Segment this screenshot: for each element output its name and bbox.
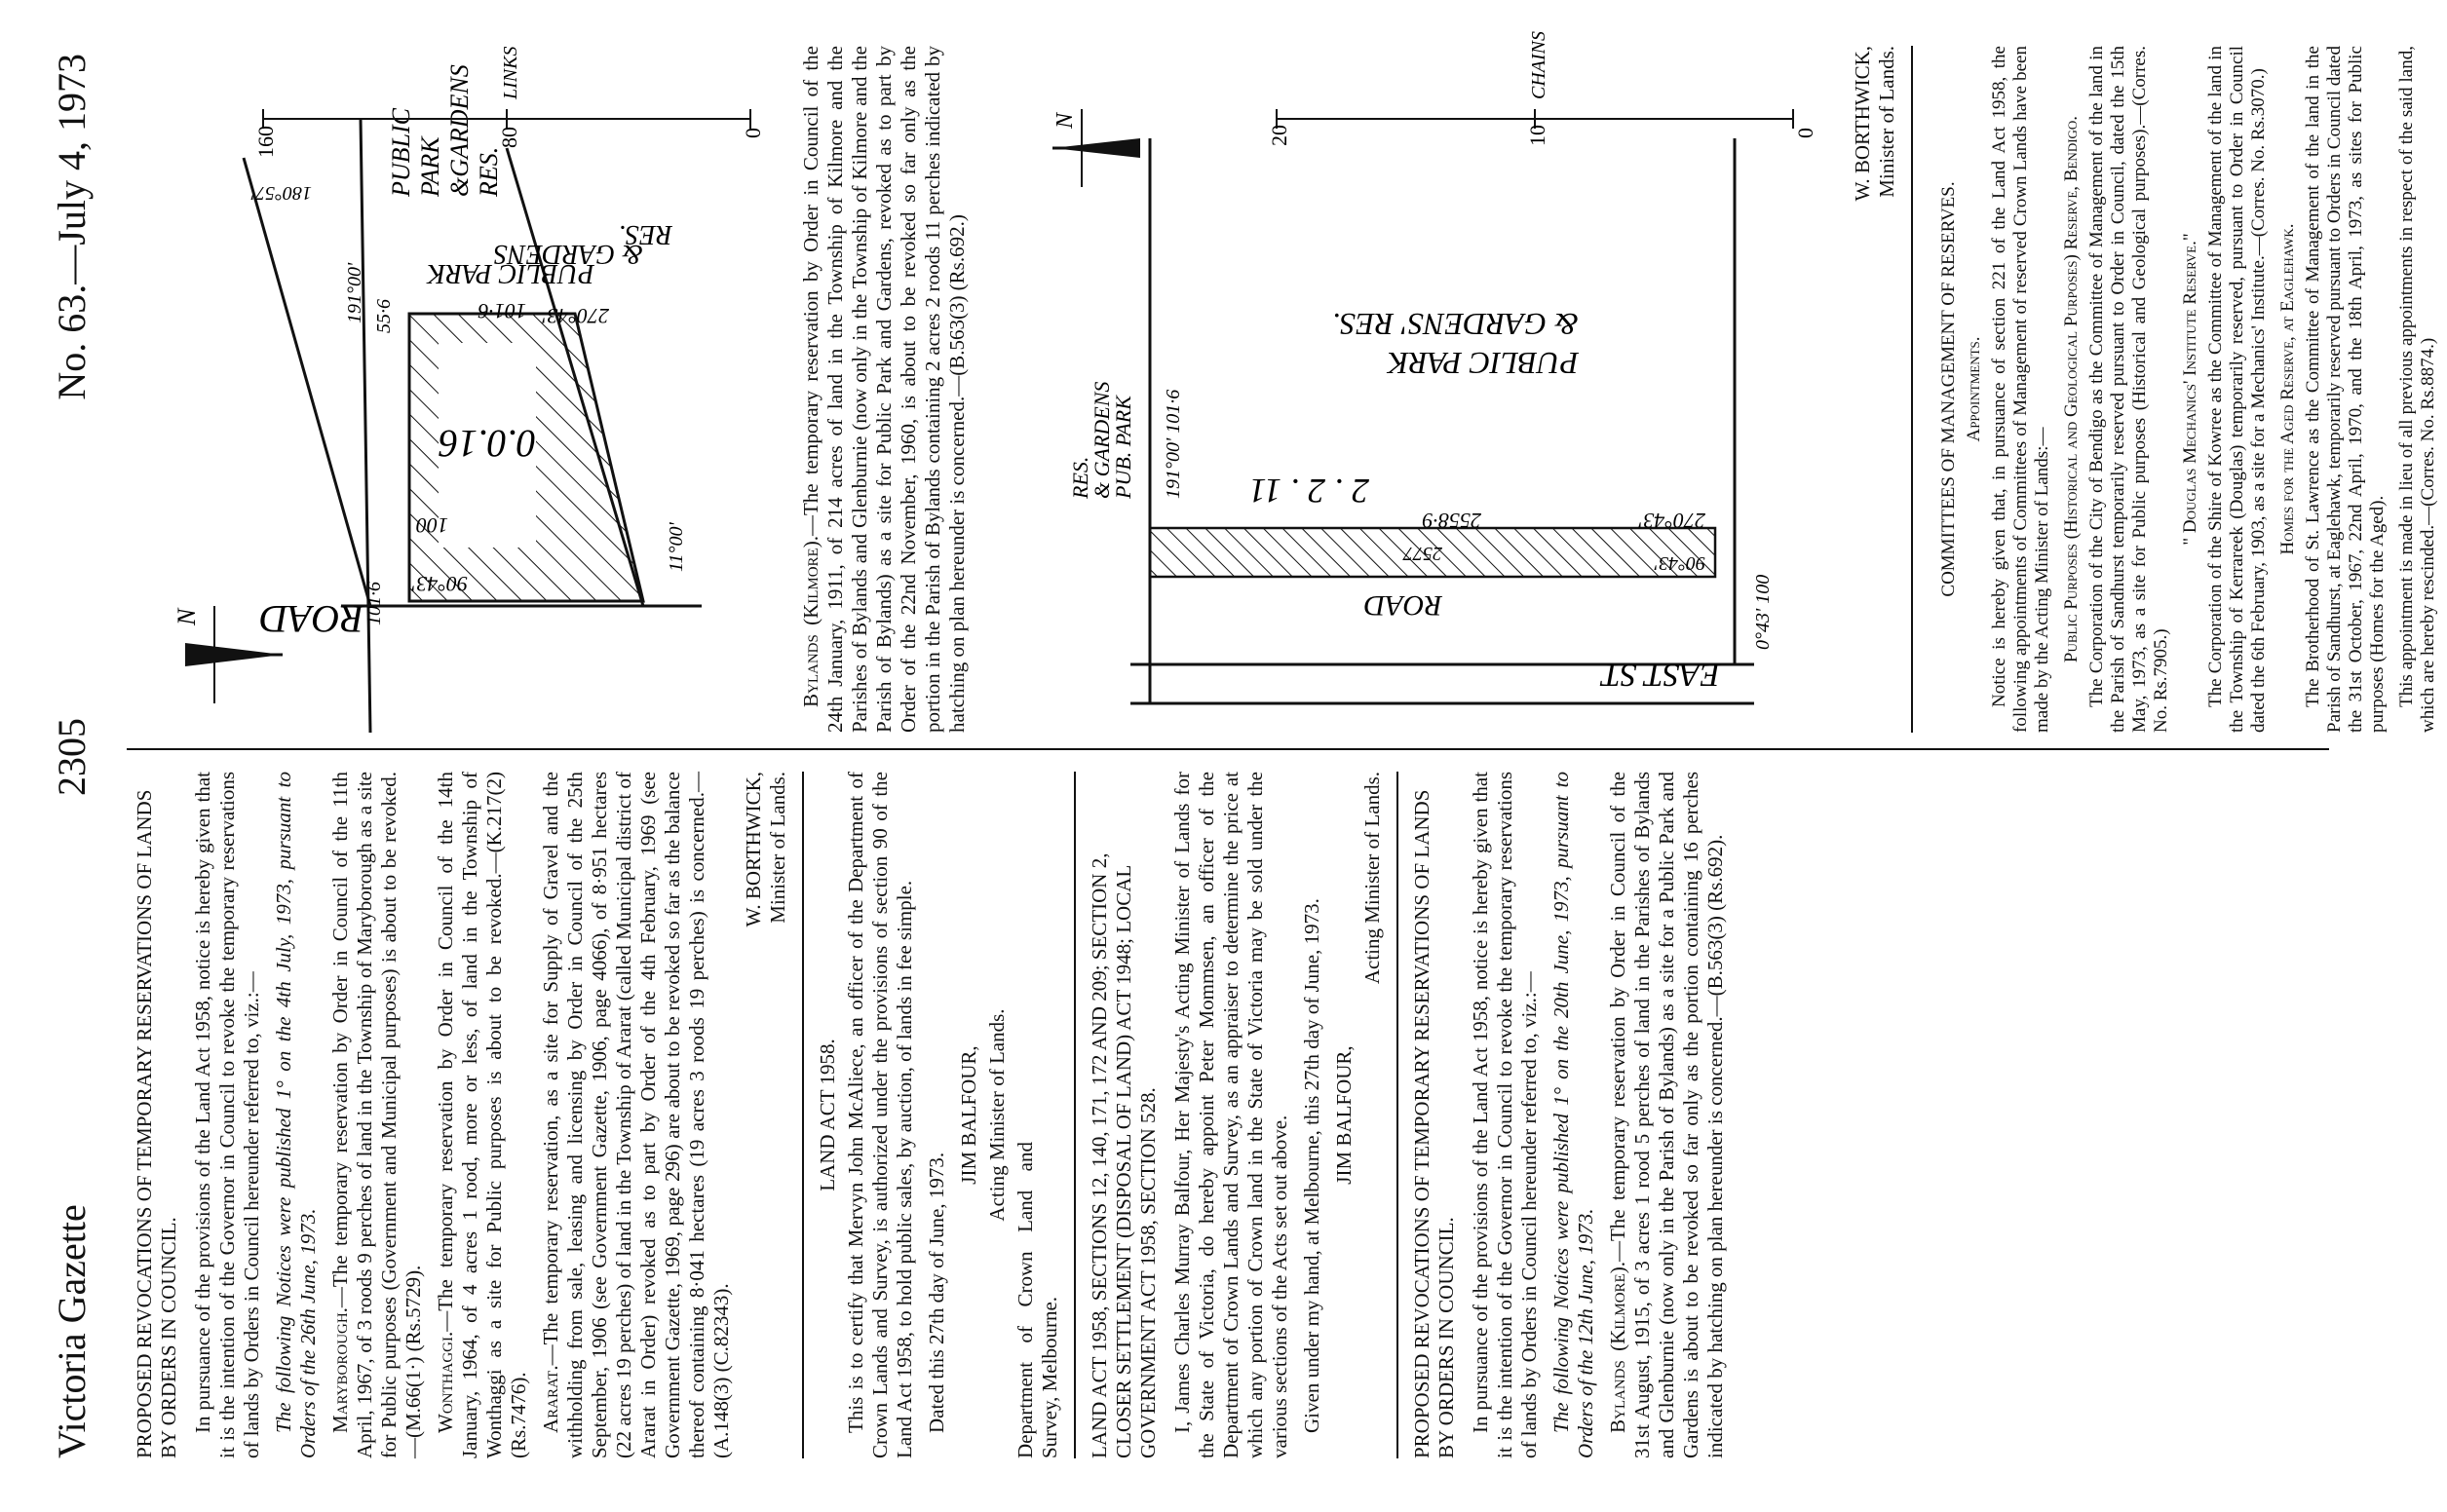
len-short-2: 2577 — [1403, 543, 1442, 564]
public-purposes-heading: Public Purposes (Historical and Geological Purposes) Reserve, Bendigo. — [2061, 115, 2082, 663]
angle-tl: 90°43' — [411, 572, 468, 596]
scale-tick-0: 0 — [741, 128, 765, 138]
res-top-2: PARK — [416, 136, 444, 197]
given-text: Given under my hand, at Melbourne, this 27th day of June, 1973. — [1300, 898, 1323, 1433]
scale-tick-160: 160 — [253, 126, 278, 158]
bearing-top-2: 191°00' 101·6 — [1163, 389, 1184, 499]
balfour-signature-2: JIM BALFOUR, — [1332, 1045, 1356, 1185]
published-note: The following Notices were published 1° on the 4th July, 1973, pursuant to Orders of the 26th June, 1973. — [272, 772, 320, 1458]
published-note-2: The following Notices were published 1° on the 20th June, 1973, pursuant to Orders of the 12th June, 1973. — [1549, 772, 1597, 1458]
revocations-heading: PROPOSED REVOCATIONS OF TEMPORARY RESERVATIONS OF LANDS BY ORDERS IN COUNCIL. — [133, 789, 180, 1458]
res-label-3: RES. — [618, 219, 672, 249]
douglas-heading: " Douglas Mechanics' Institute Reserve." — [2180, 233, 2200, 546]
len-long-2: 2558·9 — [1422, 509, 1481, 533]
length-right: 101·6 — [478, 299, 526, 323]
committees-notice: Notice is hereby given that, in pursuance of section 221 of the Land Act 1958, the following appointments of Committees of Management of reserved Crown Lands have been made by the Acting Minister of Lands:— — [1989, 46, 2052, 733]
res-label-1: PUBLIC PARK — [427, 258, 594, 288]
dated-text: Dated this 27th day of June, 1973. — [925, 1152, 948, 1433]
north-arrow-icon — [1052, 109, 1140, 187]
column-3 — [1934, 46, 2447, 733]
certify-text: This is to certify that Mervyn John McAliece, an officer of the Department of Crown Lands and Survey, is authorized under the provisions of section 90 of the Land Act 1958, to hold public sales, by auction, of lands in fee simple. — [844, 772, 916, 1458]
bylands-notice-2: Bylands (Kilmore).—The temporary reservation by Order in Council of the 24th January, 1911, of 214 acres of land in the Township of Kilmore and the Parishes of Bylands and Glenburnie (now only in the Township of Kilmore and the Parish of Bylands) as a site for Public Park and Gardens, revoked as to part by Order of the 22nd November, 1960, is about to be revoked so far only as the portion in the Parish of Bylands containing 2 acres 2 roods 11 perches indicated by hatching on plan hereunder is concerned.—(B.563(3) (Rs.692.) — [799, 46, 969, 733]
length-inner: 55·6 — [373, 299, 395, 333]
page-number: 2305 — [50, 718, 94, 796]
divider — [802, 772, 804, 1458]
balfour-title: Acting Minister of Lands. — [985, 1008, 1009, 1222]
res-label-2: & GARDENS — [493, 239, 643, 269]
committees-heading: COMMITTEES OF MANAGEMENT OF RESERVES. — [1938, 181, 1959, 597]
signature-name: W. BORTHWICK, — [742, 772, 765, 927]
public-purposes-text: The Corporation of the City of Bendigo as the Committee of Management of the land in the Parish of Sandhurst temporarily reserved pursuant to Order in Council, dated the 15th May, 1973, as a site for Public purposes (Historical and Geological purposes).—(Corres. No. Rs.7905.) — [2086, 46, 2171, 733]
road-label: ROAD — [259, 597, 364, 641]
sections-heading: LAND ACT 1958, SECTIONS 12, 140, 171, 172 AND 209; SECTION 2, CLOSER SETTLEMENT (DISPOSAL OF LAND) ACT 1948; LOCAL GOVERNMENT ACT 1958, SECTION 528. — [1088, 852, 1160, 1458]
homes-text: The Brotherhood of St. Lawrence as the Committee of Management of the land in the Parish of Sandhurst, at Eaglehawk, temporarily reserved pursuant to Orders in Council dated the 31st October, 1967, 22nd April, 1970, and the 18th April, 1973, as sites for Public purposes (Homes for the Aged). — [2303, 46, 2388, 733]
pub-label-1: PUB. PARK — [1111, 396, 1135, 499]
signature-name-2: W. BORTHWICK, — [1851, 46, 1874, 202]
column-2-signature — [1847, 46, 1925, 733]
plan-area: 0.0.16 — [439, 422, 536, 466]
plan-2-diagram — [1033, 31, 1842, 742]
ararat-notice: Ararat.—The temporary reservation, as a site for Supply of Gravel and the withholding from sale, leasing and licensing by Order in Council of the 25th September, 1906 (see Government Gazette, 1906, page 4066), of 8·951 hectares (22 acres 19 perches) of land in the Township of Ararat (called Municipal district of Ararat in Order) revoked as to part by Order of the 4th February, 1969 (see Government Gazette, 1969, page 296) are about to be revoked so far as the balance thereof containing 8·041 hectares (19 acres 3 roods 19 perches) is concerned.—(A.148(3) (C.82343). — [539, 772, 733, 1458]
column-2 — [799, 46, 977, 733]
divider — [1074, 772, 1076, 1458]
wonthaggi-notice: Wonthaggi.—The temporary reservation by Order in Council of the 14th January, 1964, of 4 acres 1 rood, more or less, of land in the Township of Wonthaggi as a site for Public purposes is about to be revoked.—(K.217(2) (Rs.7476). — [434, 772, 530, 1458]
bearing-bottom-2: 0°43' 100 — [1752, 574, 1774, 650]
bearing-top: 191°00' — [344, 262, 365, 323]
angle-mid-2: 270°43' — [1638, 509, 1705, 533]
scale2-tick-20: 20 — [1267, 125, 1291, 146]
scale-tick-80: 80 — [497, 127, 521, 148]
street-label: EAST ST — [1601, 657, 1720, 693]
res-top-4: RES. — [475, 146, 503, 197]
maryborough-notice: Maryborough.—The temporary reservation by Order in Council of the 11th April, 1967, of 3 roods 9 perches of land in the Township of Maryborough as a site for Public purposes (Government and Municipal purposes) is about to be revoked.—(M.66(1·) (Rs.5729). — [328, 772, 425, 1458]
appointment-text: I, James Charles Murray Balfour, Her Majesty's Acting Minister of Lands for the State of Victoria, do hereby appoint Peter Mommsen, an officer of the Department of Crown Lands and Survey, as an appraiser to determine the price at which any portion of Crown land in the State of Victoria may be sold under the various sections of the Acts set out above. — [1170, 772, 1291, 1458]
length-top: 100 — [416, 513, 448, 538]
balfour-title-2: Acting Minister of Lands. — [1360, 772, 1384, 985]
plan-1-diagram — [117, 41, 799, 742]
bearing-bottom: 11°00' — [666, 522, 687, 572]
scale-unit: LINKS — [500, 46, 521, 99]
res-top-3: &GARDENS — [445, 64, 474, 197]
department-text: Department of Crown Land and Survey, Melbourne. — [1013, 1142, 1061, 1458]
bearing-tr: 180°57' — [250, 182, 312, 204]
balfour-signature: JIM BALFOUR, — [957, 1045, 980, 1185]
res-label-2a: PUBLIC PARK — [1388, 346, 1579, 381]
scale2-tick-10: 10 — [1525, 125, 1549, 146]
signature-title-2: Minister of Lands. — [1875, 46, 1898, 198]
divider — [1911, 46, 1913, 733]
pub-label-3: RES. — [1068, 456, 1092, 499]
homes-text-2: This appointment is made in lieu of all previous appointments in respect of the said land, which are hereby rescinded.—(Corres. No. Rs.8874.) — [2396, 46, 2438, 733]
road-label-2: ROAD — [1364, 589, 1442, 622]
revocations-heading-2: PROPOSED REVOCATIONS OF TEMPORARY RESERVATIONS OF LANDS BY ORDERS IN COUNCIL. — [1410, 789, 1458, 1458]
scale2-unit: CHAINS — [1528, 31, 1549, 99]
bylands-notice: Bylands (Kilmore).—The temporary reservation by Order in Council of the 31st August, 1915, of 3 acres 1 rood 5 perches of land in the Parishes of Bylands and Glenburnie (now only in the Parish of Bylands) as a site for a Public Park and Gardens is about to be revoked so far only as the portion containing 16 perches indicated by hatching on plan hereunder is concerned.—(B.563(3) (Rs.692). — [1606, 772, 1727, 1458]
revocations-intro-2: In pursuance of the provisions of the Land Act 1958, notice is hereby given that it is the intention of the Governor in Council to revoke the temporary reservations of lands by Orders in Council hereunder referred to, viz.:— — [1469, 772, 1541, 1458]
area-label-2: 2 . 2 . 11 — [1248, 472, 1369, 510]
scale-bar-links — [253, 47, 765, 158]
res-label-2b: & GARDENS' RES. — [1331, 307, 1579, 342]
pub-label-2: & GARDENS — [1090, 381, 1114, 499]
column-1 — [127, 772, 1736, 1458]
signature-title: Minister of Lands. — [766, 772, 789, 924]
scale2-tick-0: 0 — [1793, 128, 1817, 138]
revocations-intro: In pursuance of the provisions of the Land Act 1958, notice is hereby given that it is the intention of the Governor in Council to revoke the temporary reservations of lands by Orders in Council hereunder referred to, viz.:— — [191, 772, 263, 1458]
issue-date: No. 63.—July 4, 1973 — [50, 54, 94, 400]
length-left: 101·6 — [363, 582, 385, 625]
scale-bar-chains — [1267, 31, 1817, 146]
angle-left-2: 90°43' — [1654, 552, 1705, 574]
gazette-title: Victoria Gazette — [50, 1204, 94, 1458]
land-act-heading: LAND ACT 1958. — [816, 1039, 839, 1191]
homes-heading: Homes for the Aged Reserve, at Eaglehawk. — [2277, 223, 2298, 555]
douglas-text: The Corporation of the Shire of Kowree as the Committee of Management of the land in the Township of Kerrareek (Douglas) temporarily reserved, pursuant to Order in Council dated the 6th February, 1903, as a site for a Mechanics' Institute.—(Corres. No. Rs.3070.) — [2205, 46, 2269, 733]
north-label: N — [172, 608, 201, 625]
res-top-1: PUBLIC — [387, 108, 415, 197]
angle-br: 270°43' — [542, 304, 609, 328]
column-divider — [127, 748, 2329, 750]
appointments-subheading: Appointments. — [1964, 336, 1984, 442]
divider — [1396, 772, 1398, 1458]
north-label-2: N — [1052, 112, 1078, 129]
